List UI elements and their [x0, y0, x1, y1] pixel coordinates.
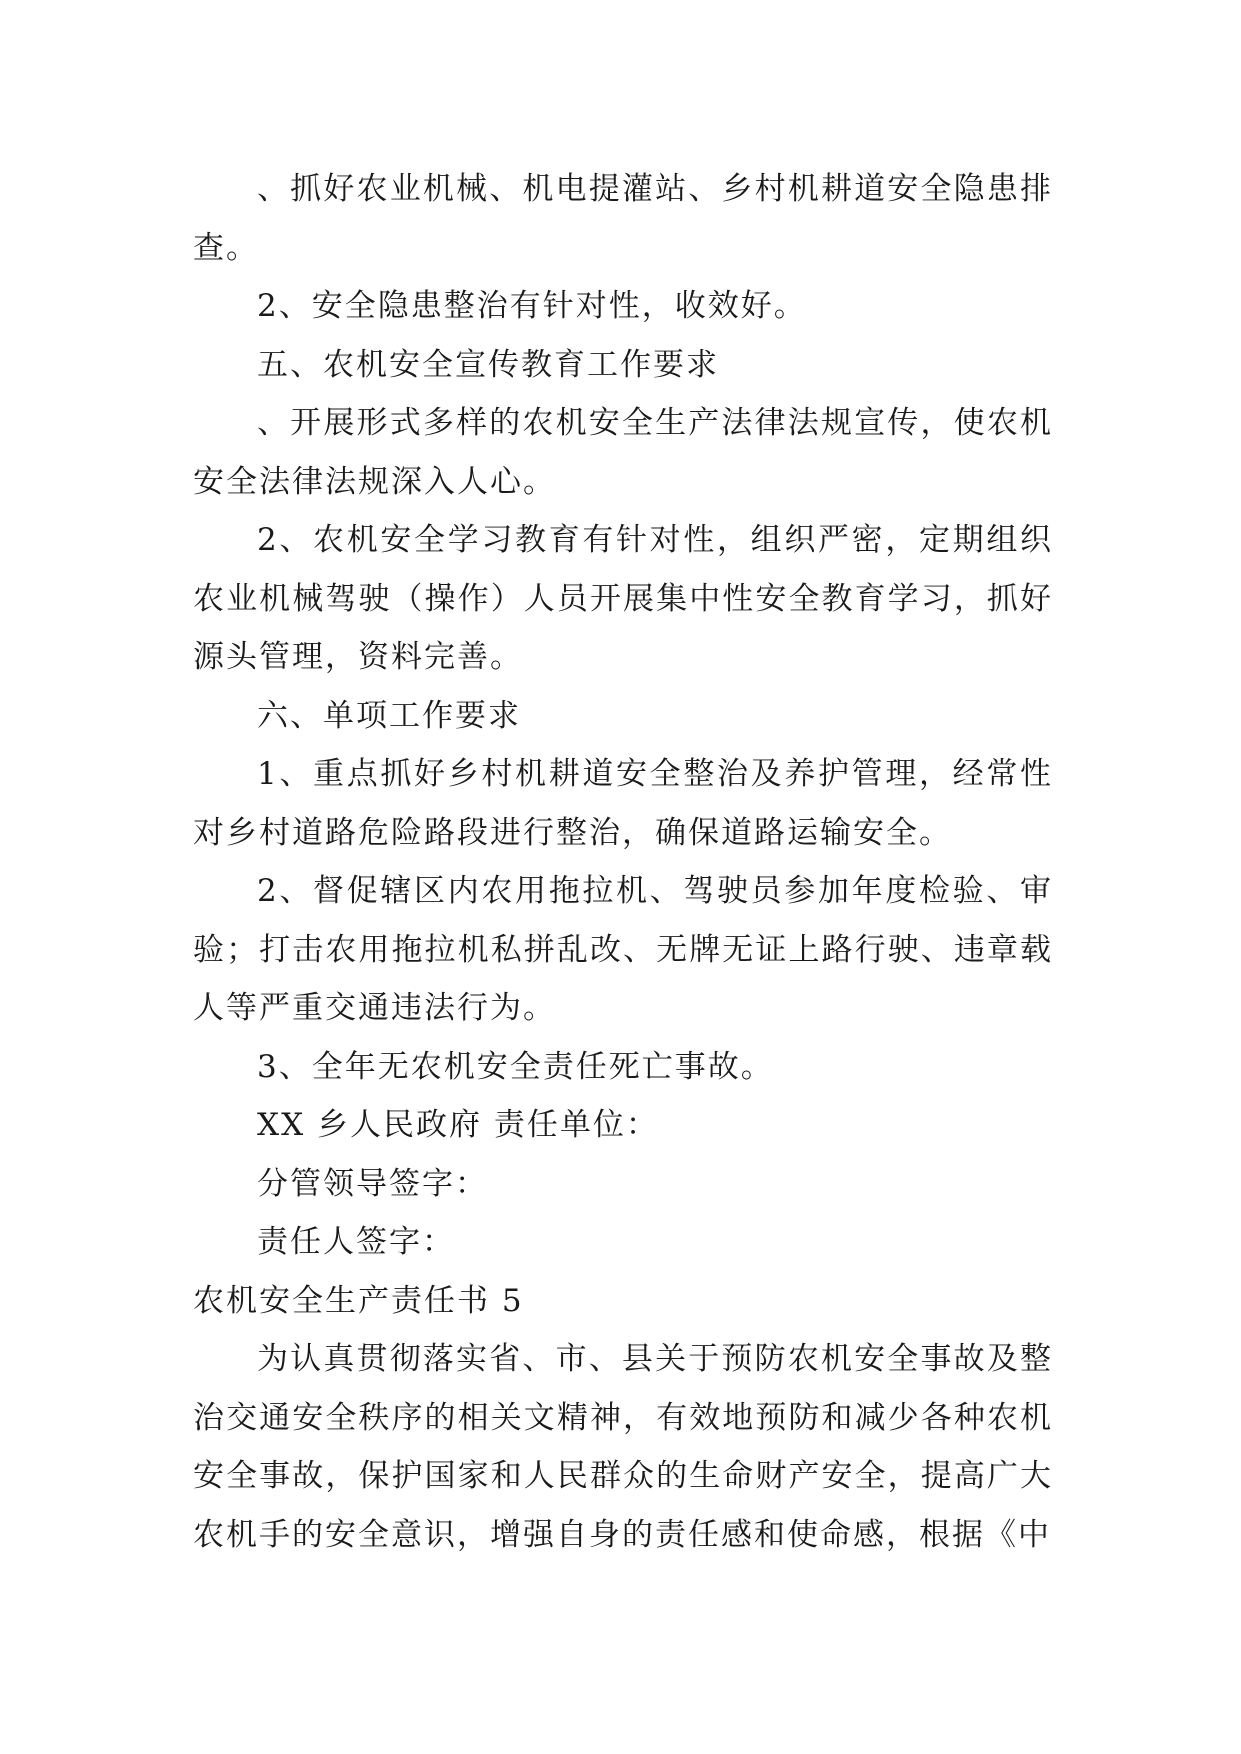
- document-body: [193, 160, 1053, 1564]
- signature-responsible-person: 责任人签字：: [257, 1224, 455, 1260]
- signature-township-government: XX 乡人民政府 责任单位：: [257, 1107, 659, 1143]
- paragraph-no-fatal-accidents: 3、全年无农机安全责任死亡事故。: [257, 1048, 774, 1085]
- paragraph-intro: 为认真贯彻落实省、市、县关于预防农机安全事故及整治交通安全秩序的相关文精神，有效地预防和减少各种农机安全事故，保护国家和人民群众的生命财产安全，提高广大农机手的安全意识，增强自身的责任感和使命感，根据《中: [193, 1341, 1053, 1553]
- paragraph-safety-education: 2、农机安全学习教育有针对性，组织严密，定期组织农业机械驾驶（操作）人员开展集中性安全教育学习，抓好源头管理，资料完善。: [193, 522, 1053, 675]
- paragraph-hazard-inspection: 、抓好农业机械、机电提灌站、乡村机耕道安全隐患排查。: [193, 171, 1053, 266]
- section-heading-publicity: 五、农机安全宣传教育工作要求: [257, 346, 719, 383]
- document-title-5: 农机安全生产责任书 5: [193, 1282, 524, 1319]
- paragraph-law-publicity: 、开展形式多样的农机安全生产法律法规宣传，使农机安全法律法规深入人心。: [193, 405, 1053, 500]
- paragraph-tractor-inspection: 2、督促辖区内农用拖拉机、驾驶员参加年度检验、审验；打击农用拖拉机私拼乱改、无牌无证上路行驶、违章载人等严重交通违法行为。: [193, 873, 1053, 1026]
- signature-leader: 分管领导签字：: [257, 1165, 488, 1202]
- paragraph-hazard-remediation: 2、安全隐患整治有针对性，收效好。: [257, 288, 807, 324]
- section-heading-individual-tasks: 六、单项工作要求: [257, 697, 521, 734]
- paragraph-road-rectification: 1、重点抓好乡村机耕道安全整治及养护管理，经常性对乡村道路危险路段进行整治，确保道路运输安全。: [193, 756, 1053, 851]
